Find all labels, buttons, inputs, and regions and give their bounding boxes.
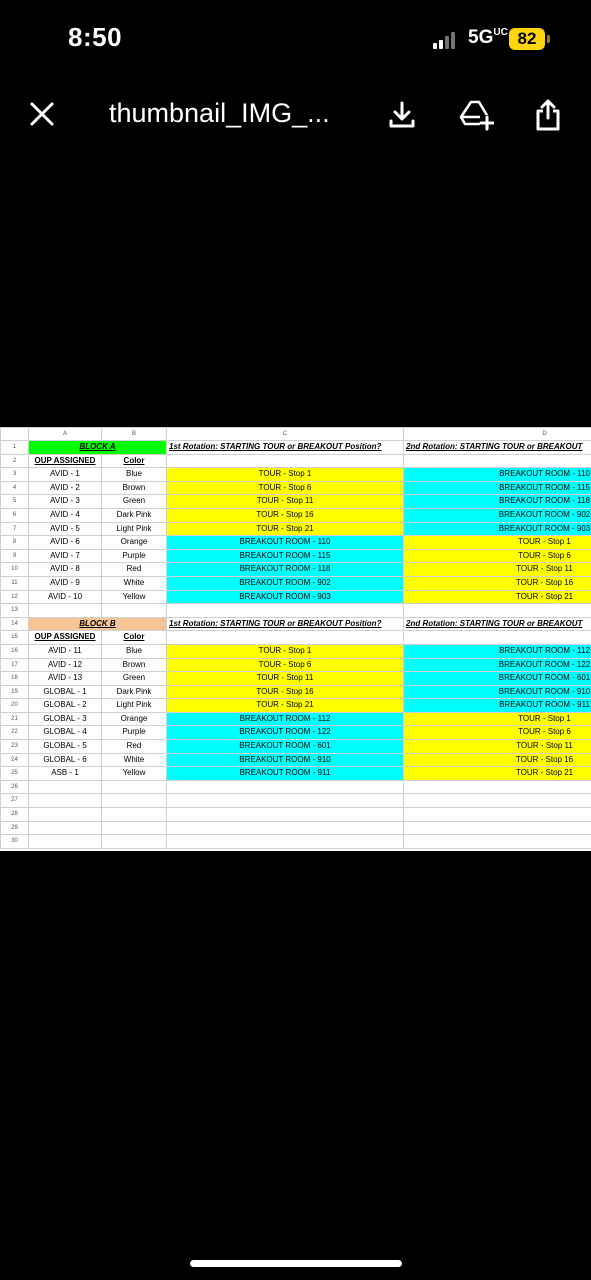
- status-time: 8:50: [68, 22, 123, 52]
- rotation-1-cell: TOUR - Stop 1: [167, 468, 404, 482]
- rotation-2-cell: TOUR - Stop 6: [404, 549, 591, 563]
- rotation-2-header: 2nd Rotation: STARTING TOUR or BREAKOUT: [404, 617, 591, 631]
- table-row: [1, 685, 591, 699]
- network-type: [468, 27, 508, 49]
- empty-cell: [102, 780, 167, 794]
- row-number: 8: [1, 536, 29, 550]
- row-number: 30: [1, 835, 29, 849]
- table-row: [1, 644, 591, 658]
- rotation-1-cell: BREAKOUT ROOM - 601: [167, 740, 404, 754]
- column-header: A: [29, 428, 102, 441]
- row-number: 9: [1, 549, 29, 563]
- row-number: 11: [1, 576, 29, 590]
- rotation-1-cell: TOUR - Stop 1: [167, 644, 404, 658]
- empty-cell: [167, 604, 404, 618]
- color-cell: Orange: [102, 712, 167, 726]
- group-cell: AVID - 2: [29, 481, 102, 495]
- close-button[interactable]: [27, 99, 61, 133]
- table-row: [1, 780, 591, 794]
- table-row: [1, 495, 591, 509]
- close-icon: [27, 99, 57, 129]
- color-cell: Orange: [102, 536, 167, 550]
- color-cell: Dark Pink: [102, 508, 167, 522]
- rotation-1-cell: BREAKOUT ROOM - 118: [167, 563, 404, 577]
- row-number: 10: [1, 563, 29, 577]
- color-cell: Brown: [102, 481, 167, 495]
- empty-cell: [404, 631, 591, 645]
- rotation-1-cell: TOUR - Stop 6: [167, 658, 404, 672]
- empty-cell: [29, 780, 102, 794]
- table-row: [1, 549, 591, 563]
- group-cell: GLOBAL - 3: [29, 712, 102, 726]
- rotation-1-cell: TOUR - Stop 21: [167, 699, 404, 713]
- rotation-2-cell: TOUR - Stop 6: [404, 726, 591, 740]
- add-to-drive-icon: [458, 98, 494, 132]
- rotation-1-cell: BREAKOUT ROOM - 112: [167, 712, 404, 726]
- empty-cell: [102, 835, 167, 849]
- color-cell: White: [102, 753, 167, 767]
- download-button[interactable]: [385, 98, 419, 132]
- empty-cell: [167, 835, 404, 849]
- empty-cell: [404, 835, 591, 849]
- row-number: 19: [1, 685, 29, 699]
- table-row: [1, 767, 591, 781]
- row-number: 16: [1, 644, 29, 658]
- table-row: [1, 753, 591, 767]
- block-title: BLOCK B: [29, 617, 167, 631]
- row-number: 15: [1, 631, 29, 645]
- empty-cell: [102, 794, 167, 808]
- group-cell: AVID - 11: [29, 644, 102, 658]
- group-cell: AVID - 1: [29, 468, 102, 482]
- table-row: [1, 563, 591, 577]
- color-header: Color: [102, 631, 167, 645]
- color-cell: Blue: [102, 468, 167, 482]
- cellular-signal-icon: [433, 31, 461, 49]
- color-cell: Brown: [102, 658, 167, 672]
- empty-cell: [167, 808, 404, 822]
- group-cell: ASB - 1: [29, 767, 102, 781]
- rotation-2-cell: BREAKOUT ROOM - 911: [404, 699, 591, 713]
- rotation-1-cell: TOUR - Stop 21: [167, 522, 404, 536]
- empty-cell: [404, 794, 591, 808]
- table-row: [1, 821, 591, 835]
- empty-cell: [29, 835, 102, 849]
- empty-cell: [404, 780, 591, 794]
- table-row: [1, 536, 591, 550]
- color-cell: Light Pink: [102, 699, 167, 713]
- rotation-1-cell: BREAKOUT ROOM - 911: [167, 767, 404, 781]
- group-cell: AVID - 4: [29, 508, 102, 522]
- rotation-1-cell: BREAKOUT ROOM - 110: [167, 536, 404, 550]
- color-cell: White: [102, 576, 167, 590]
- table-row: [1, 481, 591, 495]
- share-icon: [531, 98, 565, 132]
- table-row: [1, 712, 591, 726]
- block-title-row: [1, 617, 591, 631]
- row-number: 26: [1, 780, 29, 794]
- table-row: [1, 699, 591, 713]
- rotation-2-cell: BREAKOUT ROOM - 112: [404, 644, 591, 658]
- group-cell: AVID - 7: [29, 549, 102, 563]
- download-icon: [385, 98, 419, 132]
- empty-cell: [29, 794, 102, 808]
- row-number: 21: [1, 712, 29, 726]
- empty-cell: [102, 821, 167, 835]
- rotation-1-cell: TOUR - Stop 11: [167, 495, 404, 509]
- color-header: Color: [102, 454, 167, 468]
- battery-icon: [509, 28, 545, 50]
- color-cell: Light Pink: [102, 522, 167, 536]
- group-cell: AVID - 5: [29, 522, 102, 536]
- row-number: 28: [1, 808, 29, 822]
- spreadsheet-table: [0, 427, 591, 849]
- rotation-1-cell: TOUR - Stop 6: [167, 481, 404, 495]
- rotation-2-cell: TOUR - Stop 21: [404, 767, 591, 781]
- group-cell: AVID - 9: [29, 576, 102, 590]
- block-title: BLOCK A: [29, 441, 167, 455]
- column-header-row: [1, 428, 591, 441]
- network-suffix: UC: [493, 27, 508, 38]
- color-cell: Yellow: [102, 767, 167, 781]
- group-cell: GLOBAL - 2: [29, 699, 102, 713]
- table-row: [1, 740, 591, 754]
- rotation-2-cell: TOUR - Stop 21: [404, 590, 591, 604]
- row-number: 17: [1, 658, 29, 672]
- table-row: [1, 835, 591, 849]
- column-header: B: [102, 428, 167, 441]
- group-cell: GLOBAL - 5: [29, 740, 102, 754]
- group-cell: AVID - 12: [29, 658, 102, 672]
- group-cell: GLOBAL - 6: [29, 753, 102, 767]
- rotation-1-cell: BREAKOUT ROOM - 902: [167, 576, 404, 590]
- rotation-2-cell: TOUR - Stop 16: [404, 753, 591, 767]
- empty-cell: [404, 821, 591, 835]
- row-number: 29: [1, 821, 29, 835]
- rotation-2-cell: BREAKOUT ROOM - 903: [404, 522, 591, 536]
- table-row: [1, 726, 591, 740]
- table-row: [1, 808, 591, 822]
- table-row: [1, 590, 591, 604]
- rotation-2-cell: BREAKOUT ROOM - 601: [404, 672, 591, 686]
- rotation-2-cell: BREAKOUT ROOM - 118: [404, 495, 591, 509]
- rotation-2-cell: BREAKOUT ROOM - 902: [404, 508, 591, 522]
- empty-cell: [167, 454, 404, 468]
- row-number: 18: [1, 672, 29, 686]
- rotation-2-cell: BREAKOUT ROOM - 122: [404, 658, 591, 672]
- color-cell: Dark Pink: [102, 685, 167, 699]
- block-title-row: [1, 441, 591, 455]
- table-row: [1, 454, 591, 468]
- empty-cell: [167, 821, 404, 835]
- color-cell: Green: [102, 495, 167, 509]
- column-header: D: [404, 428, 591, 441]
- empty-cell: [167, 780, 404, 794]
- row-number: 25: [1, 767, 29, 781]
- table-row: [1, 522, 591, 536]
- row-number: 20: [1, 699, 29, 713]
- rotation-1-header: 1st Rotation: STARTING TOUR or BREAKOUT Position?: [167, 441, 404, 455]
- empty-cell: [29, 604, 102, 618]
- battery-level: 82: [517, 29, 537, 48]
- add-to-drive-button[interactable]: [458, 98, 492, 132]
- row-number: 23: [1, 740, 29, 754]
- empty-cell: [29, 808, 102, 822]
- row-number: 14: [1, 617, 29, 631]
- row-number: 27: [1, 794, 29, 808]
- table-row: [1, 468, 591, 482]
- empty-cell: [102, 808, 167, 822]
- color-cell: Red: [102, 740, 167, 754]
- group-cell: AVID - 10: [29, 590, 102, 604]
- file-title: thumbnail_IMG_...: [109, 98, 330, 128]
- rotation-2-cell: TOUR - Stop 1: [404, 712, 591, 726]
- group-cell: AVID - 3: [29, 495, 102, 509]
- empty-cell: [404, 808, 591, 822]
- color-cell: Blue: [102, 644, 167, 658]
- share-button[interactable]: [531, 98, 565, 132]
- row-number: 6: [1, 508, 29, 522]
- group-cell: AVID - 8: [29, 563, 102, 577]
- rotation-2-cell: BREAKOUT ROOM - 115: [404, 481, 591, 495]
- row-number: 24: [1, 753, 29, 767]
- home-indicator[interactable]: [190, 1260, 402, 1267]
- group-cell: GLOBAL - 4: [29, 726, 102, 740]
- row-number: 2: [1, 454, 29, 468]
- rotation-2-cell: TOUR - Stop 11: [404, 740, 591, 754]
- rotation-1-cell: TOUR - Stop 16: [167, 685, 404, 699]
- row-number: 13: [1, 604, 29, 618]
- column-header: C: [167, 428, 404, 441]
- empty-cell: [167, 631, 404, 645]
- empty-cell: [167, 794, 404, 808]
- table-row: [1, 794, 591, 808]
- row-number: 1: [1, 441, 29, 455]
- row-number: 12: [1, 590, 29, 604]
- rotation-1-cell: BREAKOUT ROOM - 903: [167, 590, 404, 604]
- table-row: [1, 604, 591, 618]
- row-number: 4: [1, 481, 29, 495]
- group-cell: GLOBAL - 1: [29, 685, 102, 699]
- empty-cell: [102, 604, 167, 618]
- rotation-2-cell: BREAKOUT ROOM - 110: [404, 468, 591, 482]
- row-number: 7: [1, 522, 29, 536]
- group-cell: AVID - 13: [29, 672, 102, 686]
- group-cell: AVID - 6: [29, 536, 102, 550]
- row-number: 5: [1, 495, 29, 509]
- rotation-1-cell: TOUR - Stop 16: [167, 508, 404, 522]
- rotation-1-cell: TOUR - Stop 11: [167, 672, 404, 686]
- group-header: OUP ASSIGNED: [29, 454, 102, 468]
- rotation-1-cell: BREAKOUT ROOM - 910: [167, 753, 404, 767]
- rotation-1-cell: BREAKOUT ROOM - 115: [167, 549, 404, 563]
- empty-cell: [29, 821, 102, 835]
- rotation-2-cell: TOUR - Stop 11: [404, 563, 591, 577]
- table-row: [1, 672, 591, 686]
- empty-cell: [404, 454, 591, 468]
- spreadsheet-image: [0, 427, 591, 851]
- corner-cell: [1, 428, 29, 441]
- row-number: 22: [1, 726, 29, 740]
- color-cell: Purple: [102, 726, 167, 740]
- color-cell: Yellow: [102, 590, 167, 604]
- rotation-1-cell: BREAKOUT ROOM - 122: [167, 726, 404, 740]
- table-row: [1, 576, 591, 590]
- rotation-2-cell: BREAKOUT ROOM - 910: [404, 685, 591, 699]
- color-cell: Red: [102, 563, 167, 577]
- row-number: 3: [1, 468, 29, 482]
- empty-cell: [404, 604, 591, 618]
- table-row: [1, 508, 591, 522]
- rotation-2-header: 2nd Rotation: STARTING TOUR or BREAKOUT: [404, 441, 591, 455]
- group-header: OUP ASSIGNED: [29, 631, 102, 645]
- table-row: [1, 658, 591, 672]
- rotation-2-cell: TOUR - Stop 16: [404, 576, 591, 590]
- battery-tip: [547, 35, 550, 43]
- table-row: [1, 631, 591, 645]
- network-label: 5G: [468, 27, 494, 48]
- color-cell: Green: [102, 672, 167, 686]
- rotation-1-header: 1st Rotation: STARTING TOUR or BREAKOUT Position?: [167, 617, 404, 631]
- rotation-2-cell: TOUR - Stop 1: [404, 536, 591, 550]
- color-cell: Purple: [102, 549, 167, 563]
